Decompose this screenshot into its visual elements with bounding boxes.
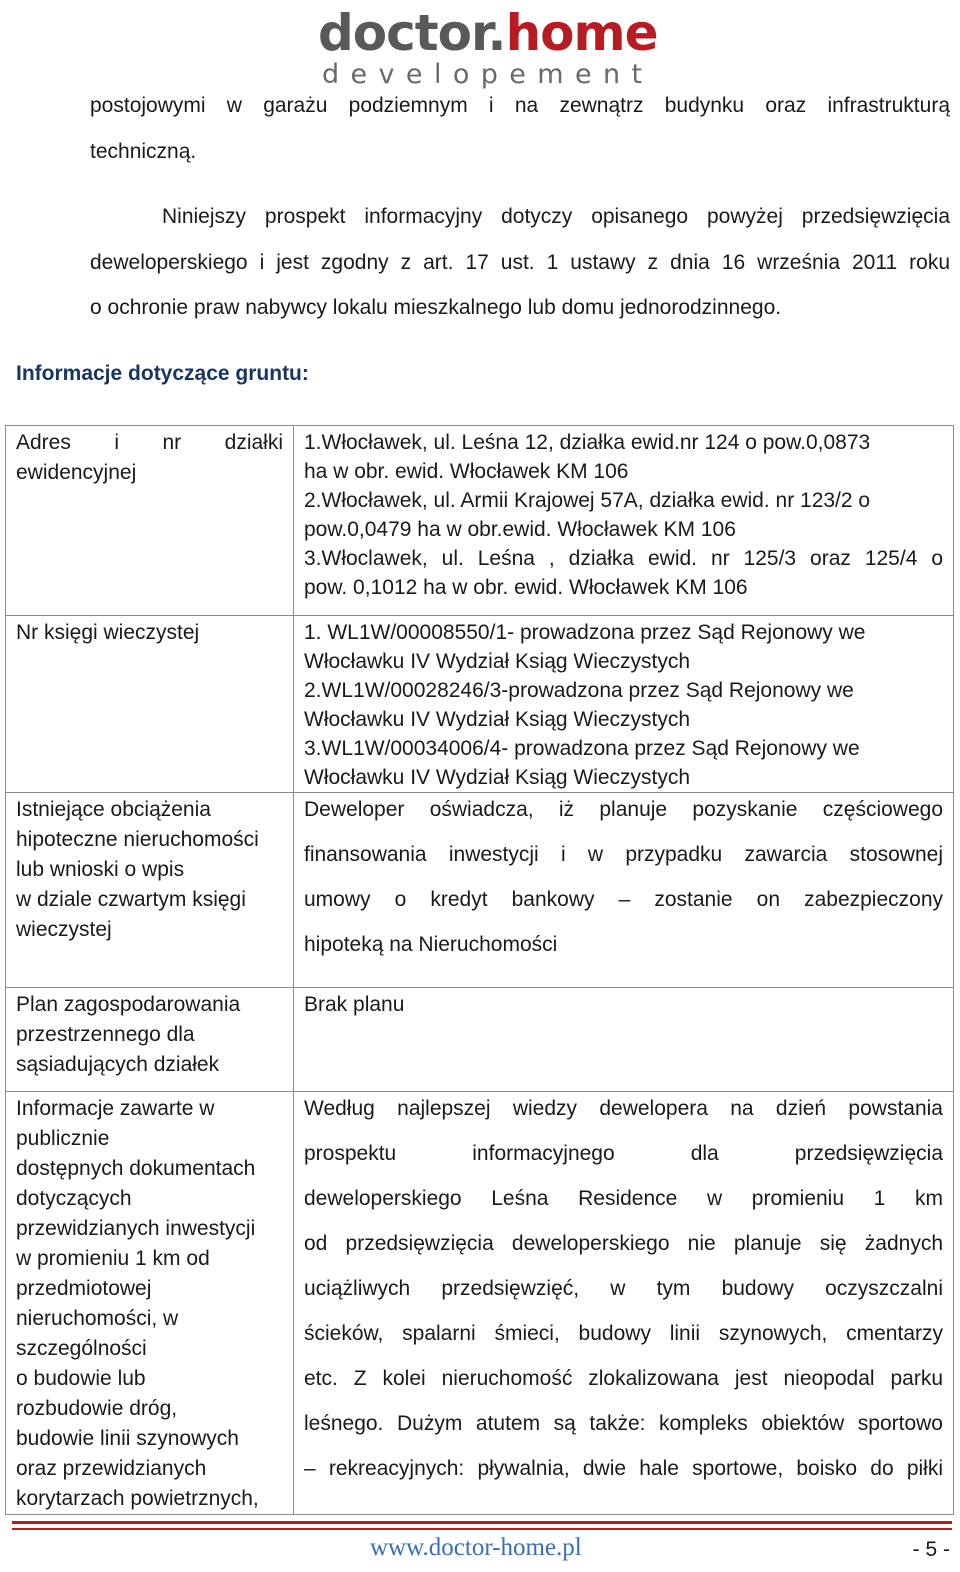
table-row bbox=[6, 988, 954, 1092]
logo-text-doctor: doctor. bbox=[318, 4, 506, 62]
table-row bbox=[6, 426, 954, 616]
intro-paragraph-1-line-2: techniczną. bbox=[90, 140, 197, 163]
row-label-planned-investments bbox=[6, 1092, 294, 1515]
company-logo bbox=[318, 4, 658, 90]
value-line: Brak planu bbox=[304, 993, 405, 1016]
label-line: przewidzianych inwestycji bbox=[16, 1217, 256, 1240]
label-line: w promieniu 1 km od bbox=[16, 1247, 210, 1270]
footer-website-link[interactable]: www.doctor-home.pl bbox=[370, 1534, 582, 1561]
value-line: 1. WL1W/00008550/1- prowadzona przez Sąd Rejonowy we bbox=[304, 621, 866, 644]
value-line: Deweloper oświadcza, iż planuje pozyskanie częściowego bbox=[304, 798, 943, 821]
value-line: 3.Włoclawek, ul. Leśna , działka ewid. nr 125/3 oraz 125/4 o bbox=[304, 547, 943, 570]
row-value-planned-investments bbox=[294, 1092, 954, 1515]
label-line: Informacje zawarte w bbox=[16, 1097, 215, 1120]
label-line: Nr księgi wieczystej bbox=[16, 621, 200, 644]
table-row bbox=[6, 1092, 954, 1515]
label-line: Adres i nr działki bbox=[16, 431, 283, 454]
value-line: deweloperskiego Leśna Residence w promieniu 1 km bbox=[304, 1187, 943, 1210]
value-line: prospektu informacyjnego dla przedsięwzięcia bbox=[304, 1142, 943, 1165]
table-row bbox=[6, 616, 954, 793]
value-line: Włocławku IV Wydział Ksiąg Wieczystych bbox=[304, 708, 691, 731]
row-label-zoning-plan bbox=[6, 988, 294, 1092]
label-line: dotyczących bbox=[16, 1187, 132, 1210]
label-line: rozbudowie dróg, bbox=[16, 1397, 178, 1420]
intro-paragraph-2-line-2: deweloperskiego i jest zgodny z art. 17 ust. 1 ustawy z dnia 16 września 2011 roku bbox=[90, 251, 950, 274]
value-line: leśnego. Dużym atutem są także: kompleks obiektów sportowo bbox=[304, 1412, 943, 1435]
label-line: o budowie lub bbox=[16, 1367, 146, 1390]
value-line: hipoteką na Nieruchomości bbox=[304, 933, 558, 956]
label-line: sąsiadujących działek bbox=[16, 1053, 220, 1076]
label-line: wieczystej bbox=[16, 918, 112, 941]
page-number: - 5 - bbox=[912, 1538, 950, 1561]
label-line: w dziale czwartym księgi bbox=[16, 888, 246, 911]
value-line: pow. 0,1012 ha w obr. ewid. Włocławek KM 106 bbox=[304, 576, 748, 599]
value-line: uciążliwych przedsięwzięć, w tym budowy oczyszczalni bbox=[304, 1277, 943, 1300]
intro-paragraph-1-line-1: postojowymi w garażu podziemnym i na zewnątrz budynku oraz infrastrukturą bbox=[90, 94, 950, 117]
row-label-mortgage bbox=[6, 793, 294, 988]
value-line: Włocławku IV Wydział Ksiąg Wieczystych bbox=[304, 650, 691, 673]
table-row bbox=[6, 793, 954, 988]
row-value-land-register bbox=[294, 616, 954, 793]
value-line: pow.0,0479 ha w obr.ewid. Włocławek KM 106 bbox=[304, 518, 736, 541]
logo-subtitle: developement bbox=[322, 59, 654, 90]
label-line: ewidencyjnej bbox=[16, 461, 137, 484]
logo-text-home: home bbox=[505, 4, 658, 62]
label-line: oraz przewidzianych bbox=[16, 1457, 207, 1480]
label-line: Istniejące obciążenia bbox=[16, 798, 211, 821]
value-line: finansowania inwestycji i w przypadku zawarcia stosownej bbox=[304, 843, 943, 866]
intro-paragraph-2-line-1: Niniejszy prospekt informacyjny dotyczy opisanego powyżej przedsięwzięcia bbox=[162, 205, 950, 228]
value-line: Według najlepszej wiedzy dewelopera na dzień powstania bbox=[304, 1097, 943, 1120]
label-line: korytarzach powietrznych, bbox=[16, 1487, 259, 1510]
label-line: przestrzennego dla bbox=[16, 1023, 195, 1046]
value-line: – rekreacyjnych: pływalnia, dwie hale sportowe, boisko do piłki bbox=[304, 1457, 943, 1480]
value-line: ha w obr. ewid. Włocławek KM 106 bbox=[304, 460, 629, 483]
value-line: etc. Z kolei nieruchomość zlokalizowana jest nieopodal parku bbox=[304, 1367, 943, 1390]
value-line: 2.Włocławek, ul. Armii Krajowej 57A, działka ewid. nr 123/2 o bbox=[304, 489, 871, 512]
value-line: umowy o kredyt bankowy – zostanie on zabezpieczony bbox=[304, 888, 943, 911]
label-line: szczególności bbox=[16, 1337, 147, 1360]
land-info-table bbox=[5, 425, 954, 1515]
row-label-address bbox=[6, 426, 294, 616]
row-label-land-register bbox=[6, 616, 294, 793]
row-value-mortgage bbox=[294, 793, 954, 988]
label-line: Plan zagospodarowania bbox=[16, 993, 241, 1016]
value-line: od przedsięwzięcia deweloperskiego nie planuje się żadnych bbox=[304, 1232, 943, 1255]
logo-wordmark bbox=[318, 4, 658, 62]
row-value-zoning-plan bbox=[294, 988, 954, 1092]
value-line: Włocławku IV Wydział Ksiąg Wieczystych bbox=[304, 766, 691, 789]
label-line: przedmiotowej bbox=[16, 1277, 152, 1300]
value-line: 3.WL1W/00034006/4- prowadzona przez Sąd Rejonowy we bbox=[304, 737, 860, 760]
value-line: ścieków, spalarni śmieci, budowy linii szynowych, cmentarzy bbox=[304, 1322, 943, 1345]
footer-divider-bottom bbox=[12, 1528, 952, 1530]
row-value-address bbox=[294, 426, 954, 616]
label-line: dostępnych dokumentach bbox=[16, 1157, 256, 1180]
value-line: 1.Włocławek, ul. Leśna 12, działka ewid.nr 124 o pow.0,0873 bbox=[304, 431, 871, 454]
label-line: hipoteczne nieruchomości bbox=[16, 828, 259, 851]
intro-paragraph-2-line-3: o ochronie praw nabywcy lokalu mieszkalnego lub domu jednorodzinnego. bbox=[90, 296, 782, 319]
label-line: nieruchomości, w bbox=[16, 1307, 179, 1330]
label-line: publicznie bbox=[16, 1127, 110, 1150]
value-line: 2.WL1W/00028246/3-prowadzona przez Sąd Rejonowy we bbox=[304, 679, 854, 702]
section-heading: Informacje dotyczące gruntu: bbox=[16, 362, 309, 385]
footer-divider-top bbox=[12, 1521, 952, 1524]
label-line: budowie linii szynowych bbox=[16, 1427, 239, 1450]
label-line: lub wnioski o wpis bbox=[16, 858, 185, 881]
